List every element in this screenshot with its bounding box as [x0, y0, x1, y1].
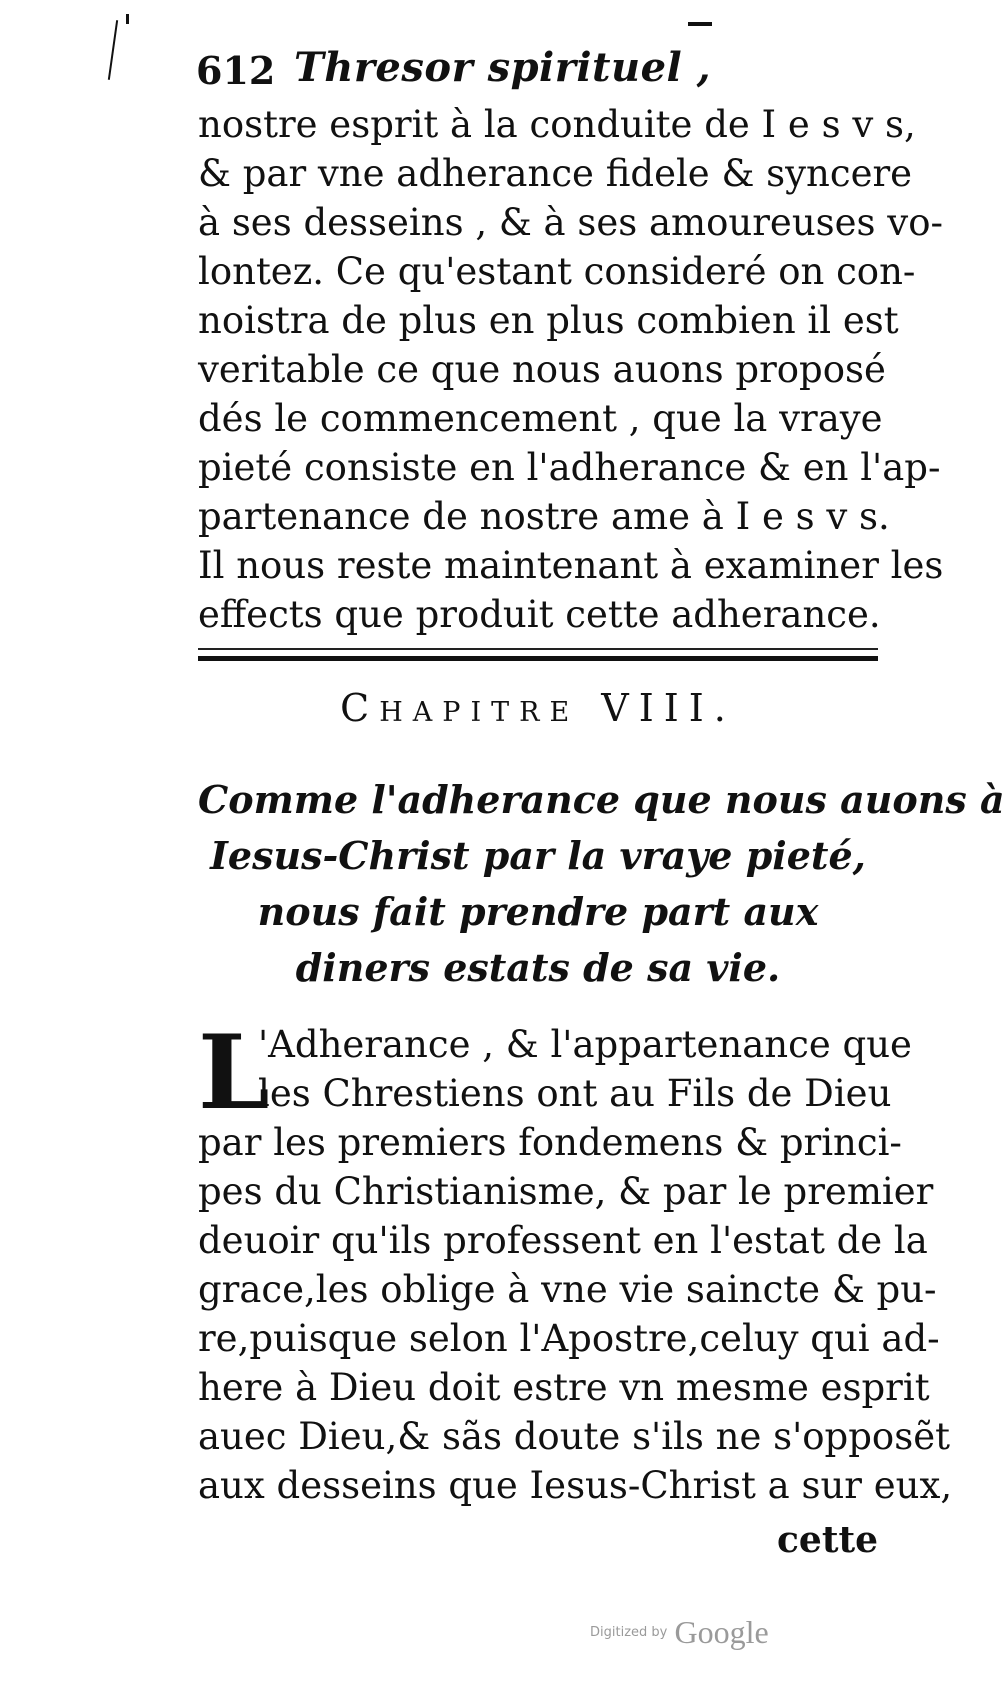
chapter-title: [198, 772, 1005, 996]
section-divider-thin: [198, 648, 878, 650]
text-line: à ses desseins , & à ses amoureuses vo-: [198, 201, 943, 244]
text-line: re,puisque selon l'Apostre,celuy qui ad-: [198, 1317, 940, 1360]
running-title: Thresor spirituel ,: [294, 44, 712, 91]
chapter-title-line: Iesus-Christ par la vraye pieté,: [210, 833, 866, 878]
text-line: par les premiers fondemens & princi-: [198, 1121, 902, 1164]
chapter-title-line: diners estats de sa vie.: [295, 945, 781, 990]
chapter-title-line: nous fait prendre part aux: [257, 889, 819, 934]
text-line: pes du Christianisme, & par le premier: [198, 1170, 934, 1213]
scan-mark: [126, 14, 129, 24]
text-line: dés le commencement , que la vraye: [198, 397, 883, 440]
text-line: partenance de nostre ame à I e s v s.: [198, 495, 890, 538]
text-line: grace,les oblige à vne vie saincte & pu-: [198, 1268, 937, 1311]
page-number: 612: [196, 48, 276, 93]
text-line: Il nous reste maintenant à examiner les: [198, 544, 944, 587]
section-divider: [198, 656, 878, 661]
text-line: auec Dieu,& sãs doute s'ils ne s'opposẽt: [198, 1415, 950, 1458]
catchword: cette: [777, 1519, 878, 1561]
scan-mark: [108, 20, 118, 80]
text-line: deuoir qu'ils professent en l'estat de la: [198, 1219, 928, 1262]
body-paragraph: [198, 1013, 953, 1510]
text-line: lontez. Ce qu'estant consideré on con-: [198, 250, 916, 293]
page-header: [196, 42, 716, 102]
chapter-heading: Chapitre VIII.: [340, 686, 736, 730]
text-line: & par vne adherance fidele & syncere: [198, 152, 913, 195]
text-line: veritable ce que nous auons proposé: [198, 348, 886, 391]
google-logo: Google: [674, 1614, 769, 1650]
text-line: nostre esprit à la conduite de I e s v s,: [198, 103, 916, 146]
chapter-title-line: Comme l'adherance que nous auons à: [198, 777, 1005, 822]
digitized-by-label: Digitized by: [590, 1625, 668, 1640]
text-line: here à Dieu doit estre vn mesme esprit: [198, 1366, 930, 1409]
text-line: les Chrestiens ont au Fils de Dieu: [258, 1072, 892, 1115]
text-line: 'Adherance , & l'appartenance que: [258, 1023, 912, 1066]
text-line: effects que produit cette adherance.: [198, 593, 881, 636]
drop-cap: L: [198, 1013, 270, 1133]
text-line: noistra de plus en plus combien il est: [198, 299, 899, 342]
digitized-by-watermark: [590, 1614, 769, 1651]
text-line: aux desseins que Iesus-Christ a sur eux,: [198, 1464, 953, 1507]
top-dash-mark: [688, 22, 712, 26]
text-line: pieté consiste en l'adherance & en l'ap-: [198, 446, 941, 489]
top-paragraph: [198, 100, 944, 639]
